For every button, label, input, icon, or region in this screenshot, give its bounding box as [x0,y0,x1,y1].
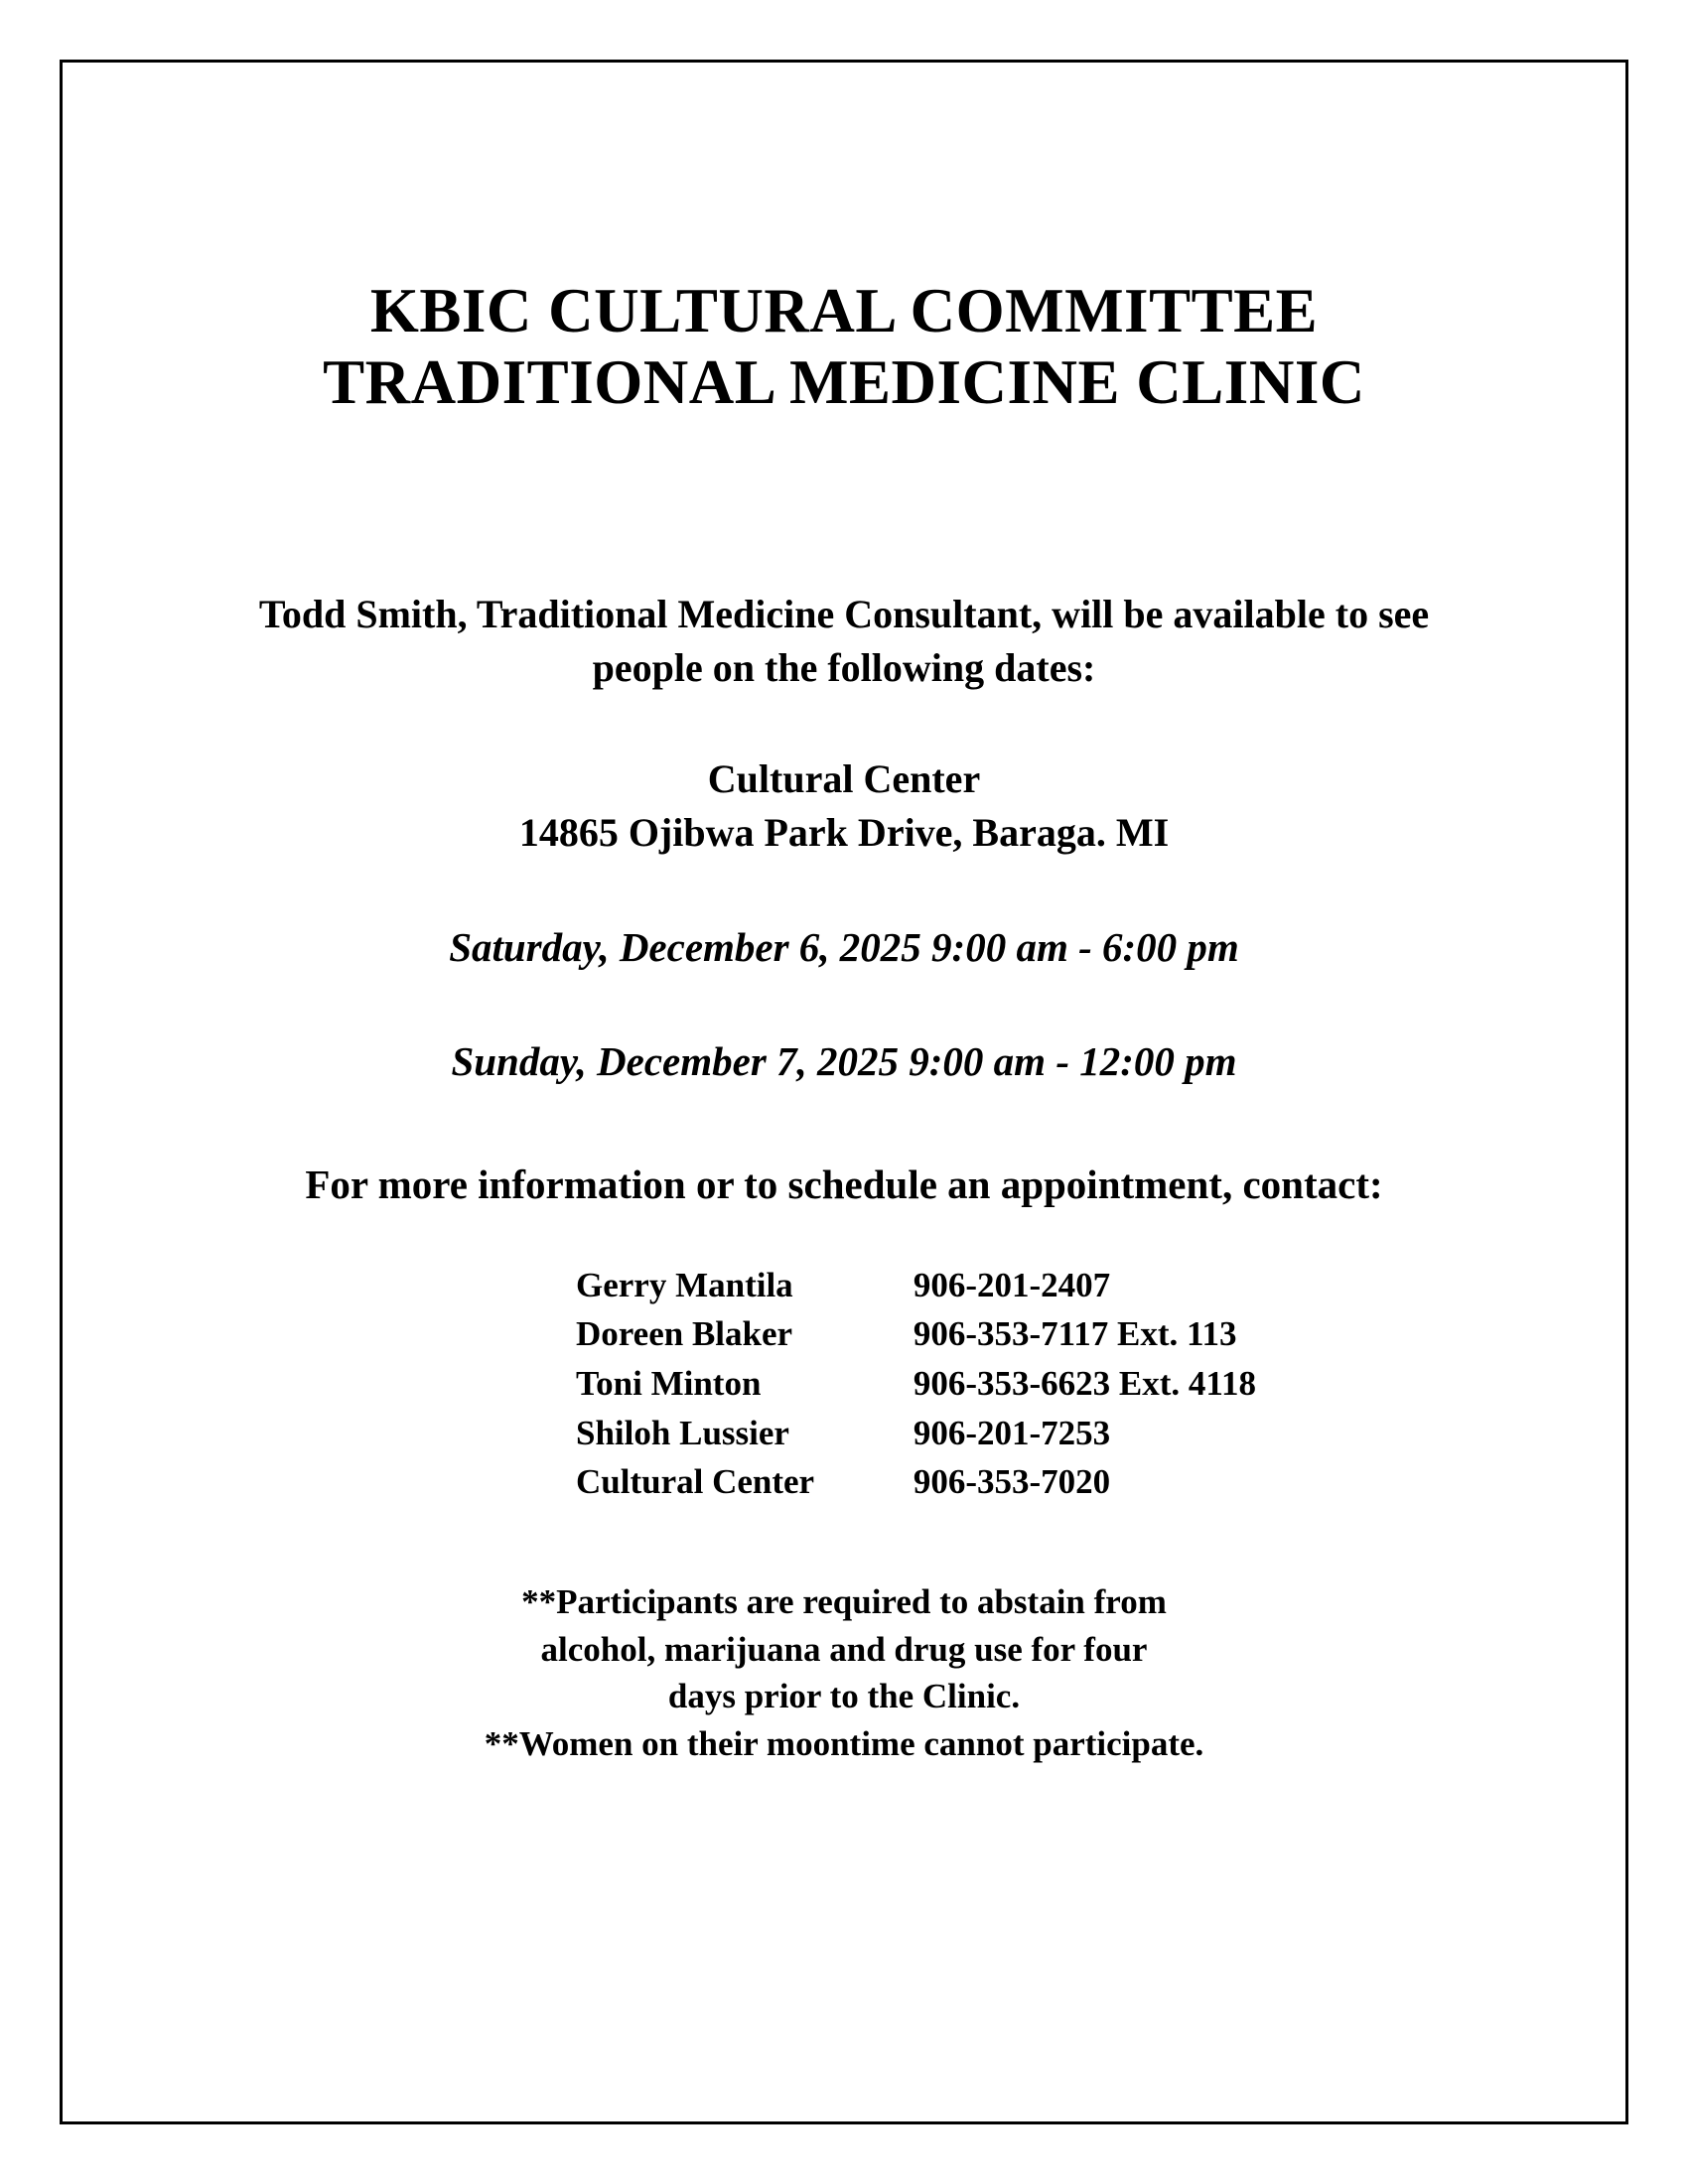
contact-list [432,1261,1256,1507]
intro-line-2: available to see people on the following dates: [592,591,1430,690]
contact-phone: 906-353-7117 Ext. 113 [913,1314,1237,1354]
intro-text [172,588,1516,695]
contact-heading [172,1158,1516,1212]
venue-block [172,752,1516,860]
title-line-2: TRADITIONAL MEDICINE CLINIC [323,346,1365,417]
note-abstain-line-3: days prior to the Clinic. [667,1677,1021,1716]
list-item [432,1409,1256,1458]
contact-phone: 906-201-7253 [913,1413,1111,1452]
list-item [432,1359,1256,1409]
page-title [172,276,1516,419]
list-item [432,1261,1256,1310]
flyer-sheet [60,60,1628,2124]
contact-name: Shiloh Lussier [576,1413,789,1452]
contact-phone: 906-353-6623 Ext. 4118 [913,1363,1256,1403]
note-abstain [172,1578,1516,1720]
intro-line-1: Todd Smith, Traditional Medicine Consultant, will be [258,591,1164,636]
contact-name: Gerry Mantila [576,1265,793,1304]
notes-block [172,1578,1516,1767]
list-item [432,1309,1256,1359]
venue-name: Cultural Center [707,755,981,801]
contact-name: Doreen Blaker [576,1314,793,1354]
session-saturday: Saturday, December 6, 2025 9:00 am - 6:00 pm [449,923,1239,970]
session-sunday: Sunday, December 7, 2025 9:00 am - 12:00 pm [451,1037,1237,1084]
note-moontime: **Women on their moontime cannot participate. [484,1723,1204,1763]
contact-phone: 906-201-2407 [913,1265,1111,1304]
contact-name: Cultural Center [576,1462,815,1502]
contact-heading-line-1: For more information or to schedule an appointment, [305,1161,1233,1208]
list-item [432,1457,1256,1507]
contact-heading-line-2: contact: [1242,1161,1383,1208]
contact-phone: 906-353-7020 [913,1462,1111,1502]
note-abstain-line-1: **Participants are required to abstain from [521,1582,1167,1621]
venue-address: 14865 Ojibwa Park Drive, Baraga. MI [518,809,1170,855]
note-abstain-line-2: alcohol, marijuana and drug use for four [540,1629,1148,1669]
contact-name: Toni Minton [576,1363,762,1403]
title-line-1: KBIC CULTURAL COMMITTEE [369,276,1319,345]
